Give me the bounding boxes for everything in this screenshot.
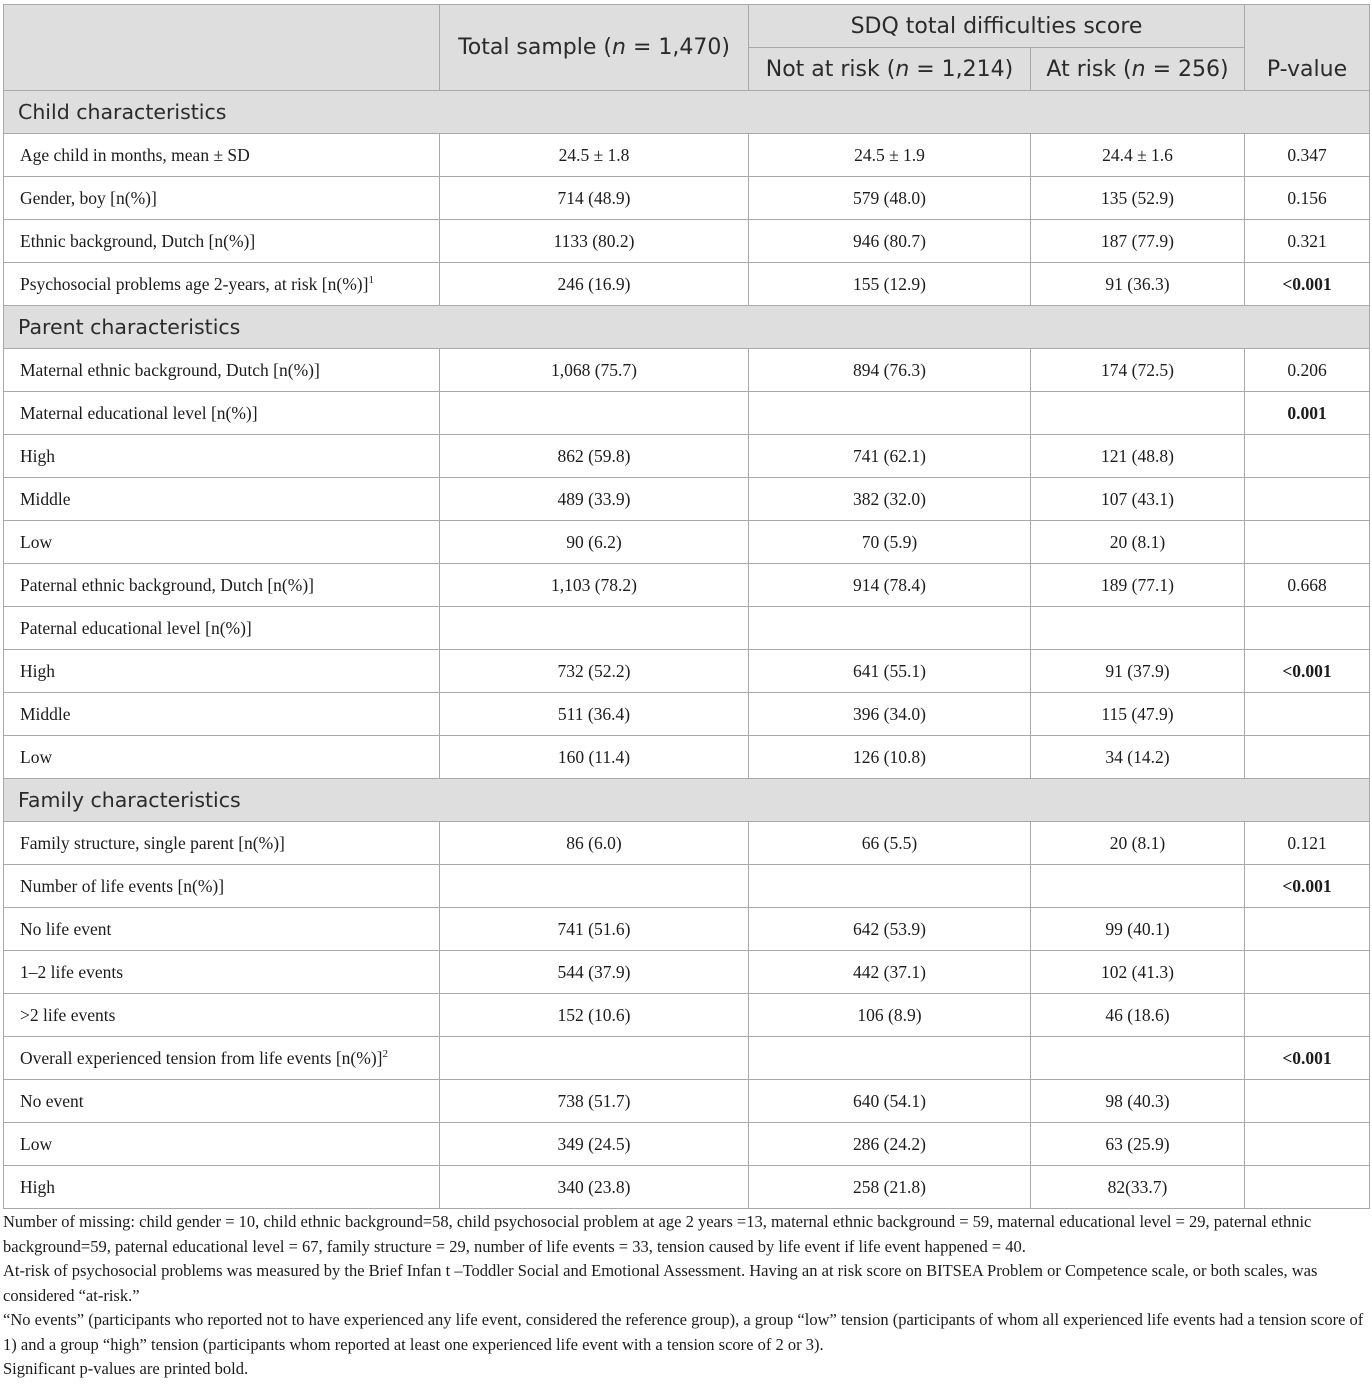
cell-at-risk: 91 (37.9) bbox=[1031, 650, 1245, 693]
header-total-sample: Total sample (n = 1,470) bbox=[440, 5, 749, 91]
cell-at-risk: 174 (72.5) bbox=[1031, 349, 1245, 392]
cell-pvalue bbox=[1245, 521, 1370, 564]
cell-at-risk bbox=[1031, 392, 1245, 435]
footnote-marker: 2 bbox=[382, 1047, 388, 1060]
table-row bbox=[4, 1037, 1370, 1080]
section-heading: Parent characteristics bbox=[4, 306, 1370, 349]
cell-not-at-risk bbox=[749, 865, 1031, 908]
row-label-text: Low bbox=[20, 1133, 53, 1154]
cell-total-sample: 741 (51.6) bbox=[440, 908, 749, 951]
row-label-text: 1–2 life events bbox=[20, 961, 124, 982]
row-label-text: Number of life events [n(%)] bbox=[20, 875, 225, 896]
cell-pvalue: 0.668 bbox=[1245, 564, 1370, 607]
table-row bbox=[4, 865, 1370, 908]
cell-pvalue: <0.001 bbox=[1245, 865, 1370, 908]
cell-total-sample: 1133 (80.2) bbox=[440, 220, 749, 263]
row-label-text: Age child in months, mean ± SD bbox=[20, 144, 250, 165]
table-row bbox=[4, 177, 1370, 220]
section-row-parent bbox=[4, 306, 1370, 349]
row-label-text: Ethnic background, Dutch [n(%)] bbox=[20, 230, 256, 251]
row-label bbox=[4, 1080, 440, 1123]
cell-not-at-risk bbox=[749, 1037, 1031, 1080]
row-label-text: High bbox=[20, 1176, 55, 1197]
cell-pvalue: 0.206 bbox=[1245, 349, 1370, 392]
cell-at-risk: 121 (48.8) bbox=[1031, 435, 1245, 478]
cell-not-at-risk bbox=[749, 607, 1031, 650]
cell-total-sample: 544 (37.9) bbox=[440, 951, 749, 994]
table-body bbox=[4, 91, 1370, 1209]
cell-not-at-risk bbox=[749, 392, 1031, 435]
cell-not-at-risk: 642 (53.9) bbox=[749, 908, 1031, 951]
table-row bbox=[4, 650, 1370, 693]
table-row bbox=[4, 1166, 1370, 1209]
table-row bbox=[4, 349, 1370, 392]
cell-pvalue bbox=[1245, 1166, 1370, 1209]
row-label-text: Low bbox=[20, 531, 53, 552]
row-label-text: Maternal educational level [n(%)] bbox=[20, 402, 258, 423]
cell-pvalue bbox=[1245, 607, 1370, 650]
cell-total-sample: 160 (11.4) bbox=[440, 736, 749, 779]
cell-at-risk: 24.4 ± 1.6 bbox=[1031, 134, 1245, 177]
cell-pvalue: <0.001 bbox=[1245, 650, 1370, 693]
cell-total-sample: 738 (51.7) bbox=[440, 1080, 749, 1123]
cell-pvalue: 0.347 bbox=[1245, 134, 1370, 177]
section-heading: Family characteristics bbox=[4, 779, 1370, 822]
row-label-text: No life event bbox=[20, 918, 112, 939]
row-label-text: Low bbox=[20, 746, 53, 767]
cell-not-at-risk: 741 (62.1) bbox=[749, 435, 1031, 478]
row-label-text: High bbox=[20, 445, 55, 466]
cell-pvalue bbox=[1245, 736, 1370, 779]
cell-total-sample bbox=[440, 1037, 749, 1080]
cell-pvalue bbox=[1245, 478, 1370, 521]
table-footnotes bbox=[3, 1210, 1369, 1382]
row-label-text: High bbox=[20, 660, 55, 681]
row-label bbox=[4, 349, 440, 392]
cell-not-at-risk: 70 (5.9) bbox=[749, 521, 1031, 564]
cell-total-sample: 732 (52.2) bbox=[440, 650, 749, 693]
table-row bbox=[4, 693, 1370, 736]
section-row-child bbox=[4, 91, 1370, 134]
row-label-text: Middle bbox=[20, 703, 71, 724]
section-heading: Child characteristics bbox=[4, 91, 1370, 134]
cell-not-at-risk: 258 (21.8) bbox=[749, 1166, 1031, 1209]
table-row bbox=[4, 435, 1370, 478]
footnote-bold: Significant p-values are printed bold. bbox=[3, 1359, 249, 1378]
cell-at-risk: 82(33.7) bbox=[1031, 1166, 1245, 1209]
cell-at-risk: 91 (36.3) bbox=[1031, 263, 1245, 306]
cell-total-sample: 340 (23.8) bbox=[440, 1166, 749, 1209]
row-label bbox=[4, 607, 440, 650]
cell-not-at-risk: 126 (10.8) bbox=[749, 736, 1031, 779]
header-pvalue: P-value bbox=[1245, 5, 1370, 91]
table-row bbox=[4, 263, 1370, 306]
cell-pvalue: <0.001 bbox=[1245, 1037, 1370, 1080]
cell-total-sample: 511 (36.4) bbox=[440, 693, 749, 736]
cell-at-risk: 99 (40.1) bbox=[1031, 908, 1245, 951]
row-label-text: Paternal educational level [n(%)] bbox=[20, 617, 252, 638]
cell-pvalue: 0.156 bbox=[1245, 177, 1370, 220]
row-label-text: Middle bbox=[20, 488, 71, 509]
cell-total-sample: 349 (24.5) bbox=[440, 1123, 749, 1166]
cell-total-sample: 714 (48.9) bbox=[440, 177, 749, 220]
table-row bbox=[4, 994, 1370, 1037]
cell-not-at-risk: 66 (5.5) bbox=[749, 822, 1031, 865]
cell-not-at-risk: 382 (32.0) bbox=[749, 478, 1031, 521]
row-label bbox=[4, 908, 440, 951]
cell-pvalue bbox=[1245, 994, 1370, 1037]
row-label-text: Psychosocial problems age 2-years, at risk [n(%)] bbox=[20, 273, 369, 294]
row-label bbox=[4, 177, 440, 220]
table-row bbox=[4, 822, 1370, 865]
row-label bbox=[4, 1037, 440, 1080]
cell-not-at-risk: 894 (76.3) bbox=[749, 349, 1031, 392]
cell-pvalue: 0.121 bbox=[1245, 822, 1370, 865]
row-label bbox=[4, 693, 440, 736]
cell-total-sample: 1,068 (75.7) bbox=[440, 349, 749, 392]
row-label bbox=[4, 478, 440, 521]
footnote-marker: 1 bbox=[368, 273, 374, 286]
row-label bbox=[4, 263, 440, 306]
table-row bbox=[4, 607, 1370, 650]
cell-pvalue: 0.321 bbox=[1245, 220, 1370, 263]
row-label-text: No event bbox=[20, 1090, 84, 1111]
cell-at-risk: 20 (8.1) bbox=[1031, 822, 1245, 865]
cell-total-sample: 246 (16.9) bbox=[440, 263, 749, 306]
row-label-text: Gender, boy [n(%)] bbox=[20, 187, 157, 208]
cell-pvalue: <0.001 bbox=[1245, 263, 1370, 306]
cell-not-at-risk: 946 (80.7) bbox=[749, 220, 1031, 263]
table-row bbox=[4, 521, 1370, 564]
cell-total-sample bbox=[440, 865, 749, 908]
cell-total-sample: 489 (33.9) bbox=[440, 478, 749, 521]
cell-pvalue bbox=[1245, 951, 1370, 994]
cell-at-risk: 102 (41.3) bbox=[1031, 951, 1245, 994]
cell-total-sample: 862 (59.8) bbox=[440, 435, 749, 478]
table-wrapper bbox=[3, 4, 1369, 1382]
table-row bbox=[4, 951, 1370, 994]
cell-pvalue bbox=[1245, 1123, 1370, 1166]
row-label-text: Overall experienced tension from life events [n(%)] bbox=[20, 1047, 383, 1068]
table-row bbox=[4, 1080, 1370, 1123]
table-row bbox=[4, 564, 1370, 607]
cell-at-risk: 189 (77.1) bbox=[1031, 564, 1245, 607]
header-sdq: SDQ total difficulties score bbox=[749, 5, 1245, 48]
cell-not-at-risk: 155 (12.9) bbox=[749, 263, 1031, 306]
cell-total-sample: 1,103 (78.2) bbox=[440, 564, 749, 607]
row-label bbox=[4, 134, 440, 177]
footnote-missing: Number of missing: child gender = 10, child ethnic background=58, child psychosocial problem at age 2 years =13, maternal ethnic background = 59, maternal educational level = 29, paternal ethnic background=59, paternal educational level = 67, family structure = 29, number of life events = 33, tension caused by life event if life event happened = 40. bbox=[3, 1212, 1312, 1256]
row-label bbox=[4, 865, 440, 908]
table-row bbox=[4, 1123, 1370, 1166]
cell-pvalue bbox=[1245, 1080, 1370, 1123]
cell-not-at-risk: 396 (34.0) bbox=[749, 693, 1031, 736]
cell-at-risk bbox=[1031, 1037, 1245, 1080]
cell-not-at-risk: 579 (48.0) bbox=[749, 177, 1031, 220]
cell-at-risk: 34 (14.2) bbox=[1031, 736, 1245, 779]
row-label bbox=[4, 564, 440, 607]
row-label bbox=[4, 220, 440, 263]
cell-at-risk: 187 (77.9) bbox=[1031, 220, 1245, 263]
cell-at-risk: 63 (25.9) bbox=[1031, 1123, 1245, 1166]
cell-at-risk bbox=[1031, 865, 1245, 908]
table-row bbox=[4, 908, 1370, 951]
row-label bbox=[4, 822, 440, 865]
header-at-risk: At risk (n = 256) bbox=[1031, 48, 1245, 91]
table-row bbox=[4, 134, 1370, 177]
row-label bbox=[4, 736, 440, 779]
section-row-family bbox=[4, 779, 1370, 822]
cell-total-sample bbox=[440, 392, 749, 435]
row-label-text: >2 life events bbox=[20, 1004, 116, 1025]
cell-not-at-risk: 106 (8.9) bbox=[749, 994, 1031, 1037]
cell-at-risk: 98 (40.3) bbox=[1031, 1080, 1245, 1123]
table-row bbox=[4, 220, 1370, 263]
table-row bbox=[4, 478, 1370, 521]
cell-not-at-risk: 914 (78.4) bbox=[749, 564, 1031, 607]
row-label bbox=[4, 1123, 440, 1166]
cell-total-sample bbox=[440, 607, 749, 650]
row-label-text: Family structure, single parent [n(%)] bbox=[20, 832, 285, 853]
row-label bbox=[4, 1166, 440, 1209]
table-row bbox=[4, 736, 1370, 779]
cell-not-at-risk: 640 (54.1) bbox=[749, 1080, 1031, 1123]
cell-not-at-risk: 442 (37.1) bbox=[749, 951, 1031, 994]
cell-at-risk: 115 (47.9) bbox=[1031, 693, 1245, 736]
row-label bbox=[4, 521, 440, 564]
cell-at-risk: 46 (18.6) bbox=[1031, 994, 1245, 1037]
cell-not-at-risk: 286 (24.2) bbox=[749, 1123, 1031, 1166]
row-label bbox=[4, 435, 440, 478]
row-label-text: Paternal ethnic background, Dutch [n(%)] bbox=[20, 574, 314, 595]
cell-total-sample: 90 (6.2) bbox=[440, 521, 749, 564]
table-row bbox=[4, 392, 1370, 435]
cell-total-sample: 86 (6.0) bbox=[440, 822, 749, 865]
row-label-text: Maternal ethnic background, Dutch [n(%)] bbox=[20, 359, 320, 380]
cell-not-at-risk: 641 (55.1) bbox=[749, 650, 1031, 693]
cell-at-risk: 107 (43.1) bbox=[1031, 478, 1245, 521]
cell-not-at-risk: 24.5 ± 1.9 bbox=[749, 134, 1031, 177]
footnote-at-risk: At-risk of psychosocial problems was measured by the Brief Infan t –Toddler Social and Emotional Assessment. Having an at risk score on BITSEA Problem or Competence scale, or both scales, was considered “at-risk.” bbox=[3, 1261, 1318, 1305]
cell-total-sample: 152 (10.6) bbox=[440, 994, 749, 1037]
cell-at-risk bbox=[1031, 607, 1245, 650]
row-label bbox=[4, 392, 440, 435]
header-blank bbox=[4, 5, 440, 91]
cell-pvalue bbox=[1245, 908, 1370, 951]
cell-at-risk: 135 (52.9) bbox=[1031, 177, 1245, 220]
cell-pvalue bbox=[1245, 693, 1370, 736]
row-label bbox=[4, 994, 440, 1037]
cell-pvalue bbox=[1245, 435, 1370, 478]
row-label bbox=[4, 650, 440, 693]
cell-pvalue: 0.001 bbox=[1245, 392, 1370, 435]
header-not-at-risk: Not at risk (n = 1,214) bbox=[749, 48, 1031, 91]
footnote-tension: “No events” (participants who reported not to have experienced any life event, considered the reference group), a group “low” tension (participants of whom all experienced life events had a tension score of 1) and a group “high” tension (participants whom reported at least one experienced life event with a tension score of 2 or 3). bbox=[3, 1310, 1364, 1354]
row-label bbox=[4, 951, 440, 994]
characteristics-table bbox=[3, 4, 1370, 1209]
cell-total-sample: 24.5 ± 1.8 bbox=[440, 134, 749, 177]
cell-at-risk: 20 (8.1) bbox=[1031, 521, 1245, 564]
